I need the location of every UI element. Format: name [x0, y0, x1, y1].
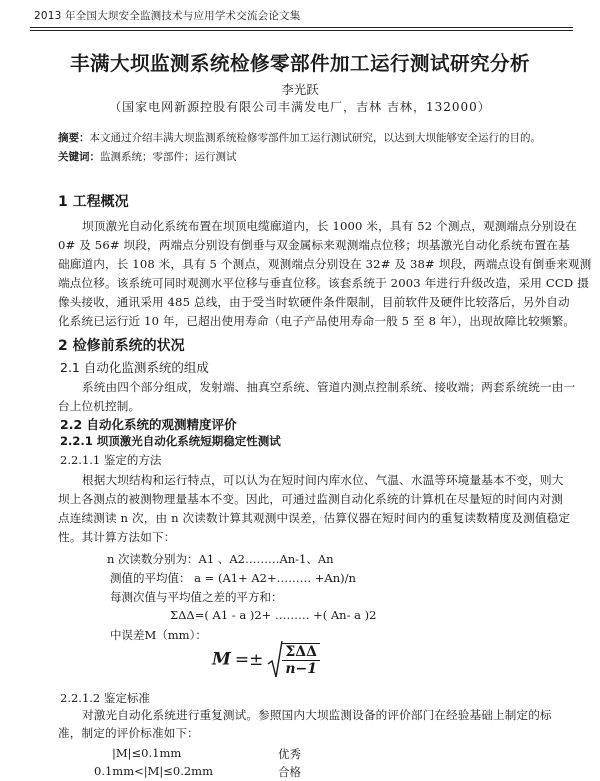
abstract-text: 本文通过介绍丰满大坝监测系统检修零部件加工运行测试研究，以达到大坝能够安全运行的目的。 — [89, 132, 541, 144]
method-line: 坝上各测点的被测物理量基本不变。因此，可通过监测自动化系统的计算机在尽量短的时间内对测 — [58, 492, 563, 506]
section-1-line: 0# 及 56# 坝段，两端点分别设有倒垂与双金属标来观测端点位移；坝基激光自动化系统布置在基 — [58, 238, 570, 252]
keywords-label: 关键词： — [58, 151, 100, 163]
proceedings-header: 2013 年全国大坝安全监测技术与应用学术交流会论文集 — [34, 10, 301, 22]
abstract — [58, 130, 541, 145]
section-1-line: 础廊道内，长 108 米，具有 5 个测点，观测端点分别设在 32# 及 38# 坝段，两端点设有倒垂来观测 — [58, 257, 592, 271]
keywords — [58, 149, 237, 164]
section-2-2-1-heading: 2.2.1 坝顶激光自动化系统短期稳定性测试 — [60, 434, 281, 448]
formula-mean: 测值的平均值： a = (A1+ A2+……… +An)/n — [110, 571, 356, 585]
header-rule-secondary — [30, 30, 573, 31]
mean-error-formula — [212, 640, 320, 680]
formula-sum: ΣΔΔ=( A1 - a )2+ ……… +( An- a )2 — [170, 608, 377, 622]
section-2-heading: 2 检修前系统的状况 — [58, 338, 185, 354]
formula-denominator: n−1 — [285, 661, 317, 677]
abstract-label: 摘要： — [58, 132, 90, 144]
formula-error-label: 中误差M（mm）： — [110, 628, 207, 642]
section-2-1-line: 系统由四个部分组成，发射端、抽真空系统、管道内测点控制系统、接收端；两套系统统一由一 — [82, 380, 576, 394]
criteria-range: |M|≤0.1mm — [112, 746, 182, 760]
paper-affiliation: （国家电网新源控股有限公司丰满发电厂，吉林 吉林，132000） — [109, 100, 491, 114]
formula-numerator: ΣΔΔ — [282, 644, 320, 661]
method-line: 性。其计算方法如下： — [58, 530, 176, 544]
formula-fraction — [282, 643, 320, 677]
method-line: 点连续测读 n 次，由 n 次读数计算其观测中误差，估算仪器在短时间内的重复读数精度及测值稳定 — [58, 511, 571, 525]
paper-author: 李光跃 — [281, 82, 319, 97]
formula-sum-label: 每测次值与平均值之差的平方和： — [110, 590, 283, 604]
criteria-grade: 合格 — [278, 765, 301, 779]
header-rule — [30, 27, 573, 28]
paper-title: 丰满大坝监测系统检修零部件加工运行测试研究分析 — [69, 52, 530, 75]
section-1-heading: 1 工程概况 — [58, 194, 129, 210]
section-1-line: 像头接收，通讯采用 485 总线，由于受当时软硬件条件限制，目前软件及硬件比较落后，另外自动 — [58, 295, 570, 309]
section-2-1-heading: 2.1 自动化监测系统的组成 — [60, 360, 209, 375]
criteria-line: 准，制定的评价标准如下： — [58, 726, 199, 740]
formula-plus-minus: =± — [234, 649, 264, 670]
section-2-2-heading: 2.2 自动化系统的观测精度评价 — [60, 417, 237, 432]
section-2-1-line: 台上位机控制。 — [58, 399, 141, 413]
section-2-2-1-1-heading: 2.2.1.1 鉴定的方法 — [60, 453, 162, 467]
section-2-2-1-2-heading: 2.2.1.2 鉴定标准 — [60, 691, 150, 705]
formula-lhs: M — [212, 649, 231, 670]
keywords-text: 监测系统；零部件；运行测试 — [100, 151, 237, 163]
section-1-line: 坝顶激光自动化系统布置在坝顶电缆廊道内，长 1000 米，具有 52 个测点，观测端点分别设在 — [82, 219, 578, 233]
criteria-line: 对激光自动化系统进行重复测试。参照国内大坝监测设备的评价部门在经验基础上制定的标 — [82, 708, 552, 722]
method-line: 根据大坝结构和运行特点，可以认为在短时间内库水位、气温、水温等环境量基本不变，则大 — [82, 473, 564, 487]
section-1-line: 端点位移。该系统可同时观测水平位移与垂直位移。该套系统于 2003 年进行升级改造，采用 CCD 摄 — [58, 276, 589, 290]
criteria-range: 0.1mm<|M|≤0.2mm — [94, 764, 213, 778]
criteria-grade: 优秀 — [278, 747, 301, 761]
formula-readings: n 次读数分别为：A1 、A2………An-1、An — [107, 552, 334, 566]
section-1-line: 化系统已运行近 10 年，已超出使用寿命（电子产品使用寿命一般 5 至 8 年），出现故障比较频繁。 — [58, 314, 576, 328]
square-root-icon — [267, 640, 283, 680]
